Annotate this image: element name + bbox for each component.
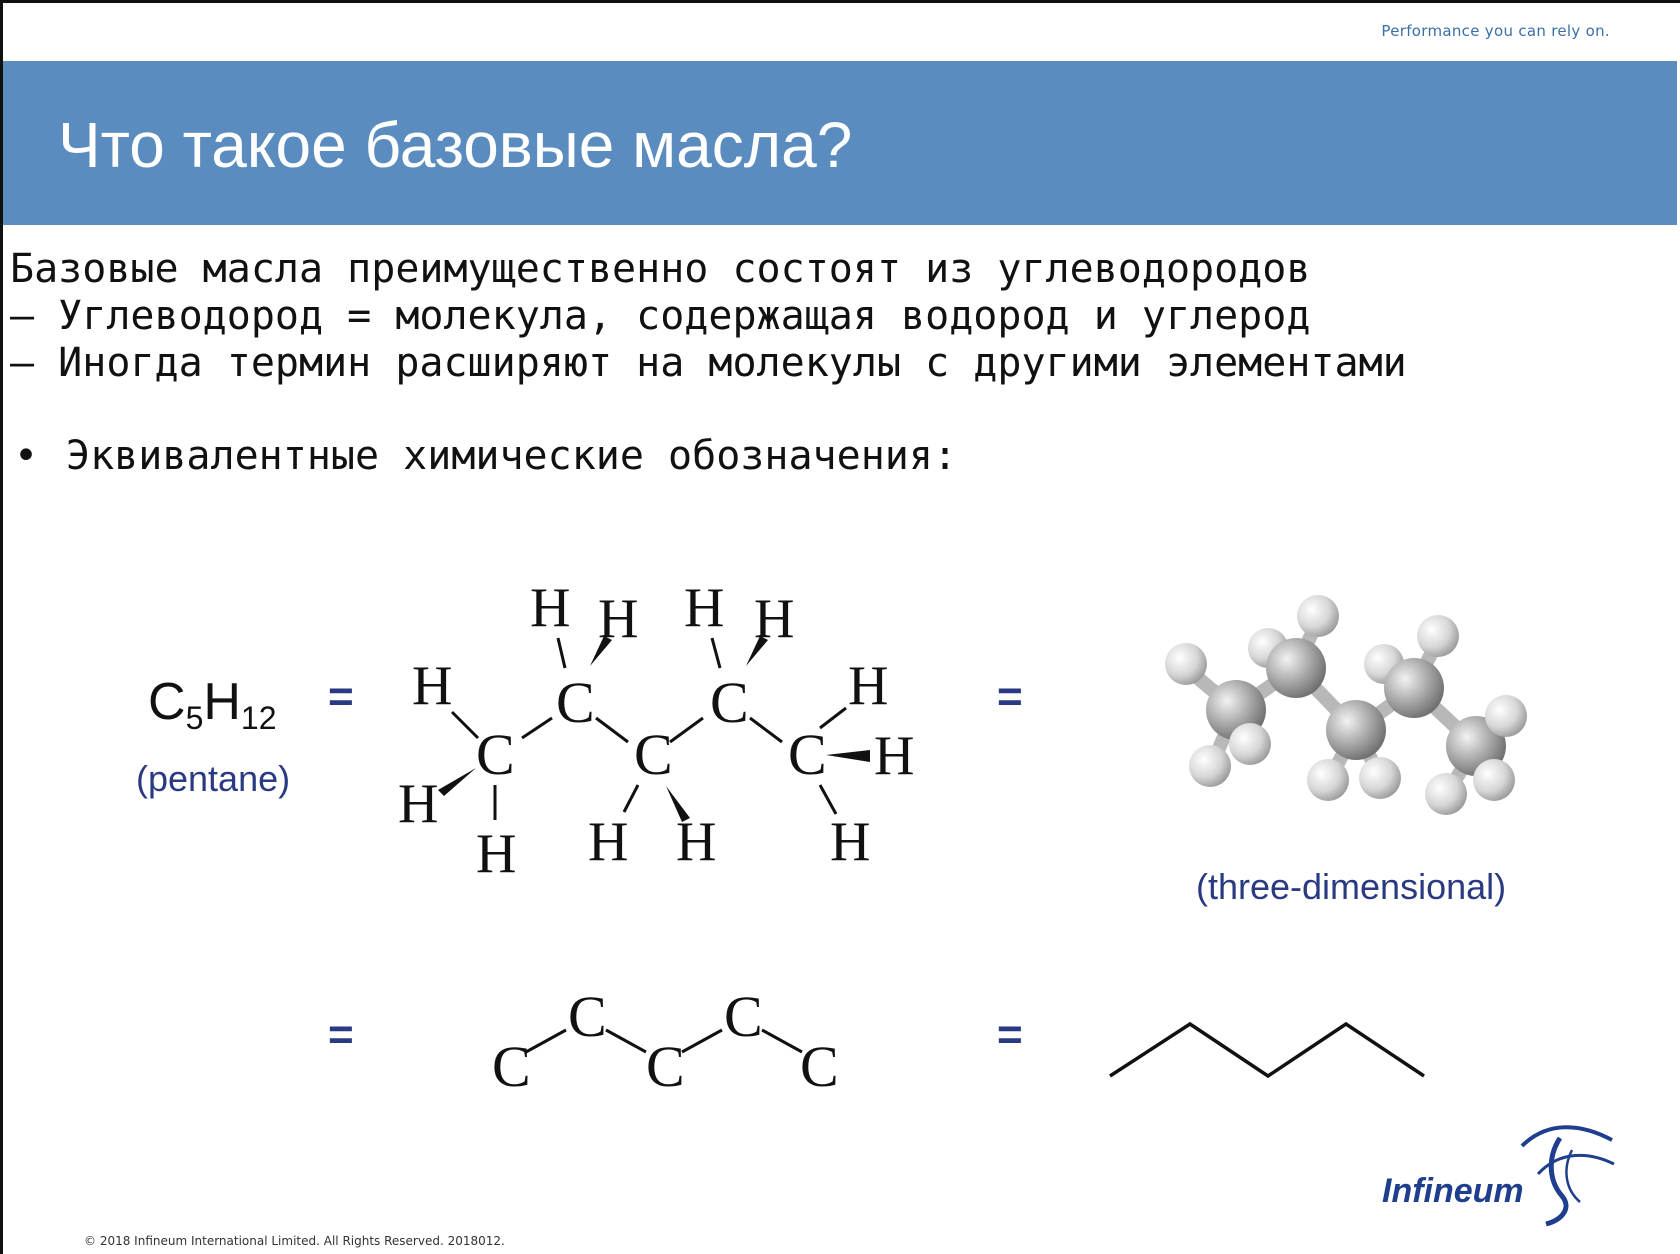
bond-c4-c5: [750, 718, 782, 742]
skeleton-c: C: [646, 1034, 685, 1099]
atom-c: C: [634, 722, 673, 787]
bond-c4-h-top: [712, 638, 720, 668]
bullet-mark: •: [14, 433, 39, 479]
equals-sign-4: =: [997, 1010, 1023, 1059]
structural-formula-atoms: [398, 577, 914, 885]
skeleton-c: C: [492, 1034, 531, 1099]
equals-sign-2: =: [997, 672, 1023, 721]
tagline: Performance you can rely on.: [1381, 22, 1610, 40]
formula-carbon: C: [148, 673, 186, 731]
atom-c: C: [556, 670, 595, 735]
atom-h: H: [412, 655, 453, 717]
atom-h: H: [530, 577, 571, 639]
formula-hydrogen: H: [203, 673, 241, 731]
bond-h-c1-top: [452, 712, 478, 738]
equals-sign-1: =: [328, 672, 354, 721]
wedge-c5-h: [826, 750, 870, 762]
atom-h: H: [684, 577, 725, 639]
atom-c: C: [476, 722, 515, 787]
equals-sign-3: =: [328, 1010, 354, 1059]
pentane-label: (pentane): [136, 758, 291, 799]
bond-c3-h-bottom: [624, 785, 638, 812]
bond-c1-c2: [522, 718, 552, 738]
bond-c5-h-bottom: [820, 785, 836, 814]
atom-h: H: [598, 588, 639, 650]
atom-h: H: [830, 811, 871, 873]
atom-h: H: [754, 588, 795, 650]
atom-h: H: [476, 823, 517, 885]
atom-c: C: [710, 670, 749, 735]
atom-h: H: [398, 773, 439, 835]
copyright-notice: © 2018 Infineum International Limited. All Rights Reserved. 2018012.: [84, 1234, 505, 1248]
skeleton-c: C: [568, 984, 607, 1049]
bond-c2-c3: [596, 718, 628, 742]
zigzag-skeletal-formula: [1110, 1024, 1424, 1076]
body-line-definition: – Углеводород = молекула, содержащая водород и углерод: [10, 293, 1311, 339]
body-line-intro: Базовые масла преимущественно состоят из углеводородов: [10, 246, 1311, 292]
wedge-c1-h: [438, 768, 476, 796]
atom-h: H: [848, 655, 889, 717]
formula-carbon-count: 5: [185, 700, 204, 736]
ball-and-stick-model: [1165, 595, 1527, 815]
bond-c2-h-top: [558, 638, 565, 668]
infineum-logo: Infineum: [1382, 1172, 1524, 1210]
skeleton-c: C: [724, 984, 763, 1049]
bond-c3-c4: [670, 718, 703, 742]
bullet-text: Эквивалентные химические обозначения:: [66, 433, 958, 479]
infineum-logo-swoosh-icon: [1522, 1127, 1614, 1224]
body-line-extension: – Иногда термин расширяют на молекулы с другими элементами: [10, 340, 1407, 386]
formula-hydrogen-count: 12: [240, 700, 277, 736]
atom-c: C: [788, 722, 827, 787]
atom-h: H: [676, 811, 717, 873]
slide-title: Что такое базовые масла?: [58, 109, 853, 181]
atom-h: H: [588, 811, 629, 873]
three-dimensional-label: (three-dimensional): [1196, 866, 1507, 907]
atom-h: H: [874, 725, 915, 787]
carbon-skeleton: [492, 984, 839, 1099]
skeleton-c: C: [800, 1034, 839, 1099]
